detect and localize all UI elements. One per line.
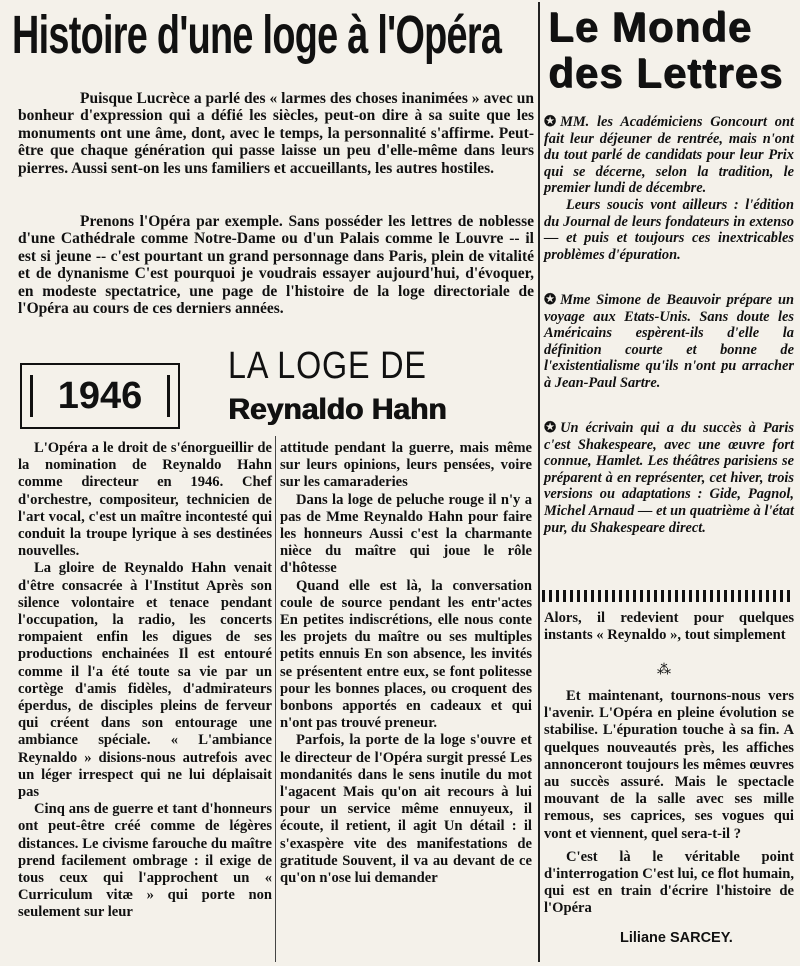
author-signature: Liliane SARCEY. — [620, 930, 733, 946]
main-article-title: Histoire d'une loge à l'Opéra — [12, 5, 502, 65]
column-b-paragraph: Quand elle est là, la conversation coule de source pendant les entr'actes En petites indiscrétions, elle nous conte les projets du maître ou ses multiples petits ennuis En son absence, les invités se présentent entre eux, se font politesse pour les bonnes places, ou croquent des bonbons apportés en cadeaux et qui n'ont pas trouvé preneur. — [280, 577, 532, 732]
year-box — [20, 363, 180, 429]
column-a-paragraph: Cinq ans de guerre et tant d'honneurs ont peut-être créé comme de légères distances. Le civisme farouche du maître prend facilement ombrage : il exige de tous ceux qui l'approchent un « Curriculum vitæ » qui porte non seulement sur leur — [18, 801, 272, 921]
column-a-paragraph: La gloire de Reynaldo Hahn venait d'être consacrée à l'Institut Après son silence volontaire et tenace pendant l'occupation, la radio, les concerts rompaient enfin les digues de ses productions enchainées Il est entouré comme il l'a été toute sa vie par un cortège d'amis fidèles, d'admirateurs éperdus, de disciples pleins de ferveur qui créent dans son entourage une ambiance spéciale. « L'ambiance Reynaldo » disions-nous autrefois avec un léger irrespect qui ne lui déplaisait pas — [18, 560, 272, 801]
continuation-paragraph: Alors, il redevient pour quelques instants « Reynaldo », tout simplement — [544, 610, 794, 644]
lettres-title-line1: Le Monde — [548, 3, 752, 50]
continuation-paragraph: Et maintenant, tournons-nous vers l'avenir. L'Opéra en pleine évolution se stabilise. L'épuration touche à sa fin. A quelques nouveautés près, les affiches annonceront toujours les mêmes œuvres au succès assuré. Mais le spectacle mouvant de la salle avec ses mille remous, ses caprices, ses vogues qui vont et viennent, quel sera-t-il ? — [544, 688, 794, 842]
bullet-icon: ✪ — [544, 420, 557, 436]
article-continuation-2 — [544, 688, 794, 918]
lettres-item-text: Leurs soucis vont ailleurs : l'édition du Journal de leurs fondateurs in extenso — et puis et toujours ces inextricables problèmes d'épuration. — [544, 196, 794, 263]
article-continuation-1 — [544, 610, 794, 644]
lettres-item-beauvoir — [544, 292, 794, 392]
year-label: 1946 — [57, 374, 143, 417]
continuation-paragraph: C'est là le véritable point d'interrogation C'est lui, ce flot humain, qui est en train d'écrire l'histoire de l'Opéra — [544, 848, 794, 917]
column-divider — [538, 2, 540, 962]
article-column-a — [18, 440, 272, 922]
column-a-paragraph: L'Opéra a le droit de s'énorgueillir de la nomination de Reynaldo Hahn comme directeur en 1946. Chef d'orchestre, compositeur, technicien de l'art vocal, c'est un maître incontesté qui conduit la troupe lyrique à ses destinées nouvelles. — [18, 440, 272, 560]
column-b-paragraph: attitude pendant la guerre, mais même sur leurs opinions, leurs pensées, voire sur les camaraderies — [280, 440, 532, 491]
lettres-item-goncourt — [544, 114, 794, 263]
column-rule — [275, 436, 276, 962]
column-b-paragraph: Parfois, la porte de la loge s'ouvre et le directeur de l'Opéra surgit pressé Les mondanités dans le sens inutile du mot l'agacent Mais qu'on ait recours à lui pour un service même ennuyeux, il écoute, il retient, il agit Un détail : il s'exaspère vite des manifestations de gratitude Souvent, il va au devant de ce qu'on n'ose lui demander — [280, 732, 532, 887]
lettres-item-shakespeare — [544, 420, 794, 536]
asterism-separator: ⁂ — [657, 663, 671, 678]
article-column-b — [280, 440, 532, 887]
section-heading-line1: LA LOGE DE — [228, 345, 427, 387]
column-b-paragraph: Dans la loge de peluche rouge il n'y a pas de Mme Reynaldo Hahn pour faire les honneurs Aussi c'est la charmante nièce du maître qui joue le rôle d'hôtesse — [280, 491, 532, 577]
dashed-separator — [542, 590, 794, 602]
lettres-item-text: Un écrivain qui a du succès à Paris c'est Shakespeare, avec une œuvre fort connue, Hamlet. Les théâtres parisiens se préparent à en représenter, cet hiver, trois versions ou adaptations : Gide, Pagnol, Michel Arnaud — et un quatrième à l'état pur, du Shakespeare direct. — [544, 420, 794, 536]
section-heading-line2: Reynaldo Hahn — [228, 393, 447, 426]
lettres-title-line2: des Lettres — [548, 49, 784, 96]
intro-paragraph-2: Prenons l'Opéra par exemple. Sans posséder les lettres de noblesse d'une Cathédrale comme Notre-Dame ou d'un Palais comme le Louvre -- il est si jeune -- c'est pourtant un grand personnage dans Paris, plein de vitalité et de dynanisme C'est pourquoi je voudrais essayer aujourd'hui, d'évoquer, en modeste spectatrice, une page de l'histoire de la loge directoriale de l'Opéra au cours de ces derniers années. — [18, 213, 534, 318]
lettres-item-text: Mme Simone de Beauvoir prépare un voyage aux Etats-Unis. Sans doute les Américains espèrent-ils d'elle la définition courte et bonne de l'existentialisme qu'ils n'ont pu arracher à Jean-Paul Sartre. — [544, 292, 794, 391]
bullet-icon: ✪ — [544, 114, 557, 130]
lettres-item-text: MM. les Académiciens Goncourt ont fait leur déjeuner de rentrée, mais n'ont du tout parlé de candidats pour leur Prix qui se décerne, selon la tradition, le premier lundi de décembre. — [544, 114, 794, 197]
lettres-column-title — [548, 4, 798, 96]
bullet-icon: ✪ — [544, 292, 557, 308]
intro-paragraph-1: Puisque Lucrèce a parlé des « larmes des choses inanimées » avec un bonheur d'expression qui a défié les siècles, peut-on dire à sa suite que les monuments ont une âme, dont, avec le temps, la personnalité s'affirme. Peut-être que chaque génération qui passe laisse un peu d'elle-même dans leurs pierres. Aussi sent-on les uns familiers et accueillants, les autres hostiles. — [18, 90, 534, 177]
